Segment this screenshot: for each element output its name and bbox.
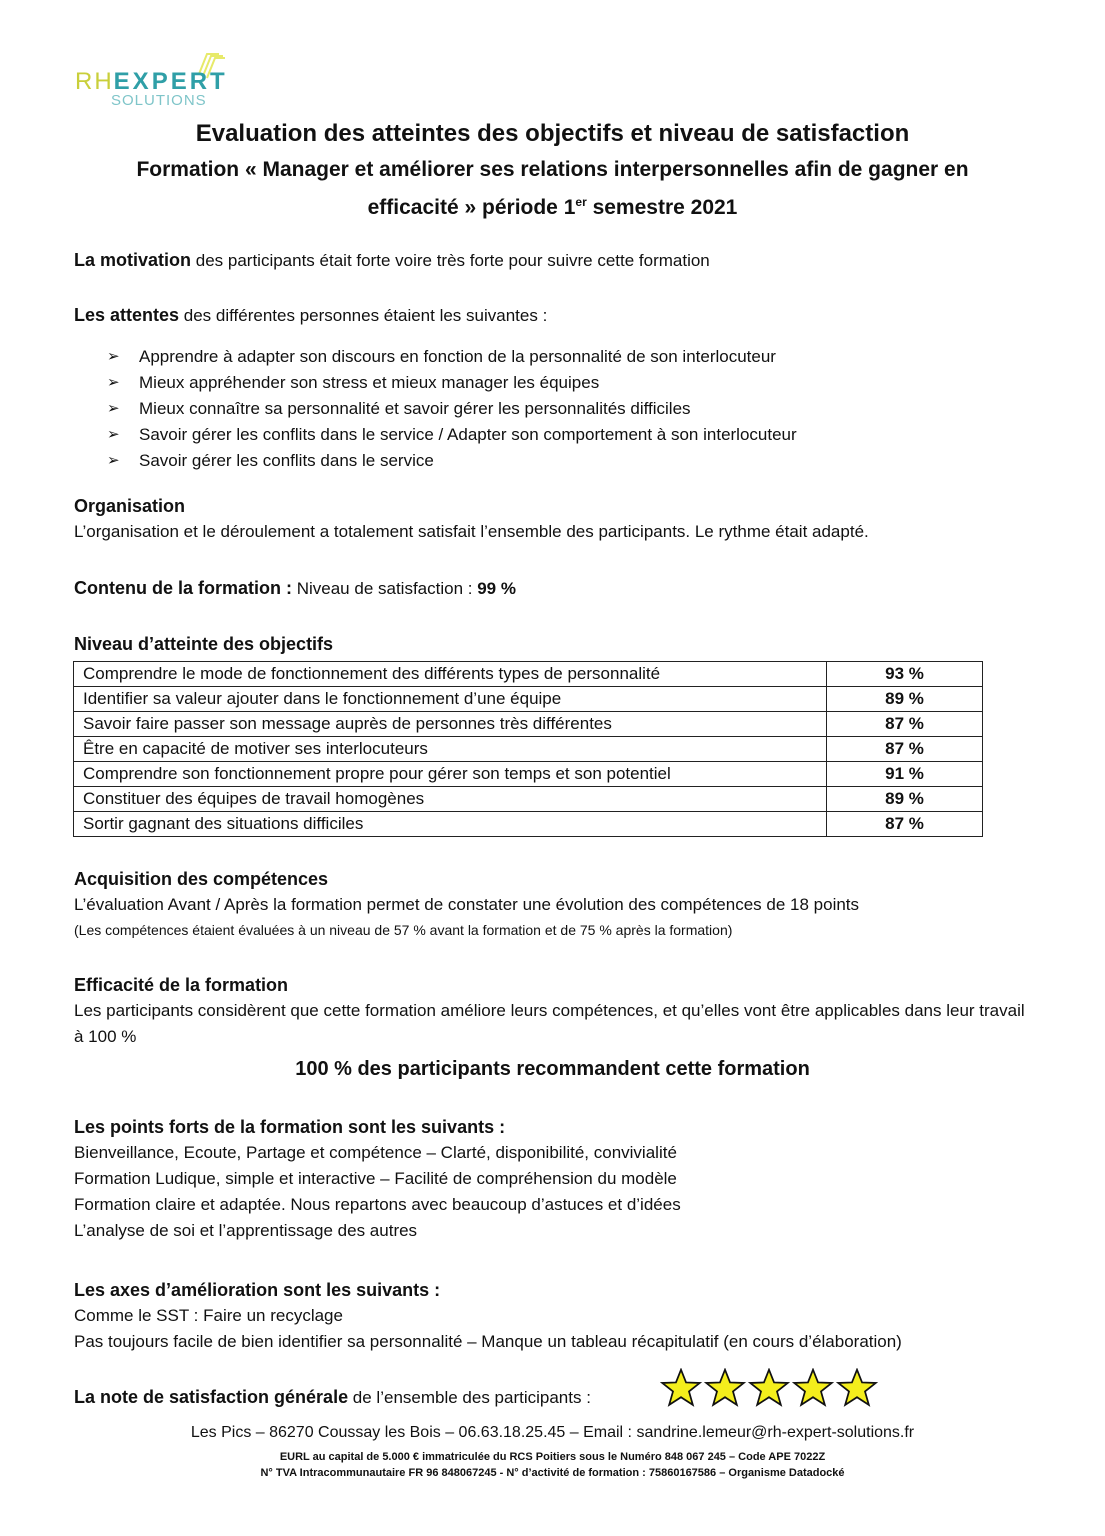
- arrow-bullet-icon: ➢: [107, 426, 120, 443]
- organisation-section: [74, 493, 869, 545]
- star-icon: [748, 1368, 790, 1408]
- table-row: Identifier sa valeur ajouter dans le fonctionnement d’une équipe 89 %: [74, 687, 983, 712]
- list-item: ➢ Savoir gérer les conflits dans le service / Adapter son comportement à son interlocuteur: [107, 422, 797, 448]
- star-rating: [660, 1368, 878, 1408]
- section-heading: Les axes d’amélioration sont les suivants :: [74, 1280, 441, 1300]
- section-heading: Organisation: [74, 496, 186, 516]
- list-item: ➢ Mieux connaître sa personnalité et savoir gérer les personnalités difficiles: [107, 396, 797, 422]
- attentes-list: [107, 344, 797, 474]
- table-row: Constituer des équipes de travail homogènes 89 %: [74, 787, 983, 812]
- logo-wordmark: RHEXPERT: [75, 68, 228, 95]
- arrow-bullet-icon: ➢: [107, 348, 120, 365]
- list-item: ➢ Apprendre à adapter son discours en fonction de la personnalité de son interlocuteur: [107, 344, 797, 370]
- table-row: Comprendre le mode de fonctionnement des différents types de personnalité 93 %: [74, 662, 983, 687]
- list-item: Formation claire et adaptée. Nous repartons avec beaucoup d’astuces et d’idées: [74, 1195, 681, 1214]
- objectifs-heading: Niveau d’atteinte des objectifs: [74, 634, 334, 654]
- recommendation-statement: 100 % des participants recommandent cette formation: [295, 1058, 810, 1080]
- page-subtitle: Formation « Manager et améliorer ses relations interpersonnelles afin de gagner en efficacité » période 1er semestre 2021: [136, 158, 969, 219]
- satisfaction-note: La note de satisfaction générale de l’ensemble des participants :: [74, 1387, 591, 1407]
- footer-address: Les Pics – 86270 Coussay les Bois – 06.63.18.25.45 – Email : sandrine.lemeur@rh-expert-solutions.fr: [190, 1424, 915, 1441]
- list-item: ➢ Mieux appréhender son stress et mieux manager les équipes: [107, 370, 797, 396]
- section-text: Les participants considèrent que cette formation améliore leurs compétences, et qu’elles vont être applicables dans leur travail à 100 %: [74, 1001, 1025, 1046]
- acquisition-section: [74, 866, 859, 942]
- section-heading: Acquisition des compétences: [74, 869, 329, 889]
- list-item: Pas toujours facile de bien identifier sa personnalité – Manque un tableau récapitulatif (en cours d’élaboration): [74, 1332, 902, 1351]
- logo-tagline: SOLUTIONS: [111, 92, 207, 109]
- list-item: ➢ Savoir gérer les conflits dans le service: [107, 448, 797, 474]
- table-row: Comprendre son fonctionnement propre pour gérer son temps et son potentiel 91 %: [74, 762, 983, 787]
- table-row: Être en capacité de motiver ses interlocuteurs 87 %: [74, 737, 983, 762]
- company-logo: [75, 48, 245, 112]
- list-item: Formation Ludique, simple et interactive – Facilité de compréhension du modèle: [74, 1169, 677, 1188]
- arrow-bullet-icon: ➢: [107, 374, 120, 391]
- footer-legal-2: N° TVA Intracommunautaire FR 96 848067245 - N° d’activité de formation : 75860167586 – Organisme Datadocké: [260, 1467, 845, 1479]
- list-item: L’analyse de soi et l’apprentissage des autres: [74, 1221, 418, 1240]
- star-icon: [660, 1368, 702, 1408]
- arrow-bullet-icon: ➢: [107, 452, 120, 469]
- points-forts-section: [74, 1114, 681, 1244]
- efficacite-section: [74, 972, 1034, 1050]
- list-item: Bienveillance, Ecoute, Partage et compétence – Clarté, disponibilité, convivialité: [74, 1143, 677, 1162]
- motivation-paragraph: La motivation des participants était forte voire très forte pour suivre cette formation: [74, 250, 710, 270]
- objectifs-table: [73, 661, 983, 837]
- footer-legal-1: EURL au capital de 5.000 € immatriculée du RCS Poitiers sous le Numéro 848 067 245 – Code APE 7022Z: [279, 1451, 826, 1463]
- star-icon: [792, 1368, 834, 1408]
- contenu-paragraph: Contenu de la formation : Niveau de satisfaction : 99 %: [74, 578, 516, 598]
- section-text: L’évaluation Avant / Après la formation permet de constater une évolution des compétences de 18 points: [74, 895, 860, 914]
- star-icon: [704, 1368, 746, 1408]
- table-row: Savoir faire passer son message auprès de personnes très différentes 87 %: [74, 712, 983, 737]
- section-note: (Les compétences étaient évaluées à un niveau de 57 % avant la formation et de 75 % après la formation): [74, 922, 733, 938]
- section-text: L’organisation et le déroulement a totalement satisfait l’ensemble des participants. Le rythme était adapté.: [74, 522, 869, 541]
- list-item: Comme le SST : Faire un recyclage: [74, 1306, 343, 1325]
- axes-section: [74, 1277, 902, 1355]
- arrow-bullet-icon: ➢: [107, 400, 120, 417]
- section-heading: Les points forts de la formation sont les suivants :: [74, 1117, 506, 1137]
- star-icon: [836, 1368, 878, 1408]
- page-title: Evaluation des atteintes des objectifs et niveau de satisfaction: [195, 120, 910, 147]
- satisfaction-value: 99 %: [477, 579, 516, 598]
- section-heading: Efficacité de la formation: [74, 975, 289, 995]
- table-row: Sortir gagnant des situations difficiles 87 %: [74, 812, 983, 837]
- attentes-paragraph: Les attentes des différentes personnes étaient les suivantes :: [74, 305, 548, 325]
